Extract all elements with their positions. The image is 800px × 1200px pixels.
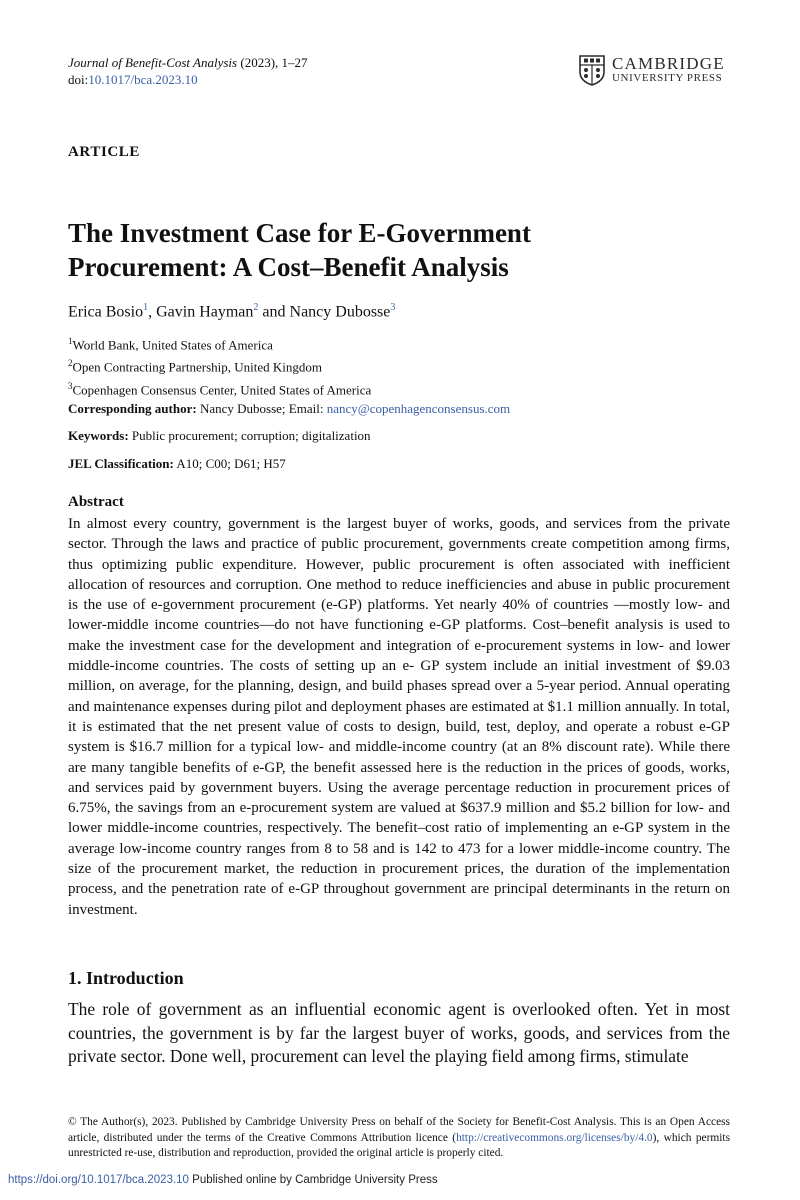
jel-classification <box>68 456 286 472</box>
jel-label: JEL Classification: <box>68 456 174 471</box>
author-name: Erica Bosio <box>68 303 144 321</box>
author-list <box>68 302 395 321</box>
author-separator: and <box>258 303 290 321</box>
volume-info: (2023), 1–27 <box>237 55 308 70</box>
page-title: The Investment Case for E-Government Procurement: A Cost–Benefit Analysis <box>68 218 531 282</box>
affiliation-number: 1 <box>68 336 73 346</box>
affiliation-text: Open Contracting Partnership, United Kingdom <box>72 359 322 375</box>
keywords-text: Public procurement; corruption; digitalization <box>128 428 371 443</box>
author-name: Gavin Hayman <box>156 303 254 321</box>
corresponding-label: Corresponding author: <box>68 400 197 416</box>
journal-name: Journal of Benefit-Cost Analysis <box>68 55 238 70</box>
corresponding-author <box>68 399 510 418</box>
copyright-notice <box>68 1115 730 1162</box>
jel-text: A10; C00; D61; H57 <box>173 456 286 471</box>
cambridge-crest-icon <box>579 55 605 86</box>
corresponding-text: Nancy Dubosse; Email: <box>196 400 327 416</box>
doi-link[interactable]: 10.1017/bca.2023.10 <box>88 72 198 87</box>
cambridge-logo <box>579 55 725 86</box>
author-affil-ref[interactable]: 2 <box>253 302 259 313</box>
logo-line2: UNIVERSITY PRESS <box>612 71 723 84</box>
section-heading: 1. Introduction <box>68 968 184 988</box>
author-name: Nancy Dubosse <box>289 303 391 321</box>
affiliation-item <box>68 354 510 376</box>
logo-line1: CAMBRIDGE <box>612 53 725 73</box>
keywords <box>68 428 371 444</box>
copyright-text: © The Author(s), 2023. Published by Cambridge University Press on behalf of the Society for Benefit-Cost Analysis. This is an Open Access article, distributed under the terms of the Creative Commons Attribution licence ( <box>68 1116 730 1144</box>
affiliation-item <box>68 332 510 354</box>
copyright-text-end: ), which permits unrestricted re-use, distribution and reproduction, provided the original article is properly cited. <box>68 1131 730 1159</box>
abstract-body: In almost every country, government is the largest buyer of works, goods, and services from the private sector. Through the laws and practice of public procurement, governments create competition among firms, thus optimizing public expenditure. However, public procurement is often associated with inefficient allocation of resources and corruption. One method to reduce inefficiencies and abuse in public procurement is the use of e-government procurement (e-GP) platforms. Yet nearly 40% of countries —mostly low- and lower-middle income countries—do not have functioning e-GP platforms. Cost–benefit analysis is used to make the investment case for the development and integration of e-procurement systems in low- and lower middle-income countries. The costs of setting up an e- GP system include an initial investment of $9.03 million, on average, for the planning, design, and build phases spread over a 5-year period. Annual operating and maintenance expenses during pilot and deployment phases are estimated at $1.1 million annually. In total, it is estimated that the net present value of costs to design, build, test, deploy, and operate a robust e-GP system is $16.7 million for a typical low- and middle-income country (at an 8% discount rate). While there are many tangible benefits of e-GP, the benefit assessed here is the reduction in the prices of goods, works, and services paid by government buyers. Using the average percentage reduction in procurement prices of 6.75%, the savings from an e-procurement system are valued at $637.9 million and $5.2 billion for low- and lower middle-income countries, respectively. The benefit–cost ratio of implementing an e-GP system in the average low-income country ranges from 8 to 58 and is 142 to 473 for a lower middle-income country. The size of the procurement market, the reduction in procurement prices, the duration of the implementation process, and the penetration rate of e-GP throughout government are principal determinants in the return on investment. <box>68 516 730 918</box>
abstract-heading: Abstract <box>68 494 124 510</box>
keywords-label: Keywords: <box>68 428 129 443</box>
article-type: ARTICLE <box>68 144 141 160</box>
introduction-body: The role of government as an influential economic agent is overlooked often. Yet in most countries, the government is by far the largest buyer of works, goods, and services from the private sector. Done well, procurement can level the playing field among firms, stimulate <box>68 999 730 1066</box>
affiliation-text: Copenhagen Consensus Center, United States of America <box>72 381 372 397</box>
footer-published: Published online by Cambridge University Press <box>188 1174 438 1186</box>
affiliation-item <box>68 377 510 399</box>
affiliation-number: 2 <box>68 358 73 369</box>
doi-label: doi: <box>68 72 89 87</box>
author-separator: , <box>148 303 157 321</box>
affiliation-text: World Bank, United States of America <box>72 337 273 353</box>
affiliation-number: 3 <box>68 380 73 391</box>
journal-header <box>68 54 308 88</box>
affiliations <box>68 332 510 418</box>
author-affil-ref[interactable]: 3 <box>390 302 396 313</box>
footer-doi-link[interactable]: https://doi.org/10.1017/bca.2023.10 <box>8 1174 189 1186</box>
author-affil-ref[interactable]: 1 <box>143 302 149 313</box>
page-footer <box>8 1174 438 1186</box>
license-link[interactable]: http://creativecommons.org/licenses/by/4.0 <box>456 1131 653 1144</box>
email-link[interactable]: nancy@copenhagenconsensus.com <box>326 400 511 416</box>
